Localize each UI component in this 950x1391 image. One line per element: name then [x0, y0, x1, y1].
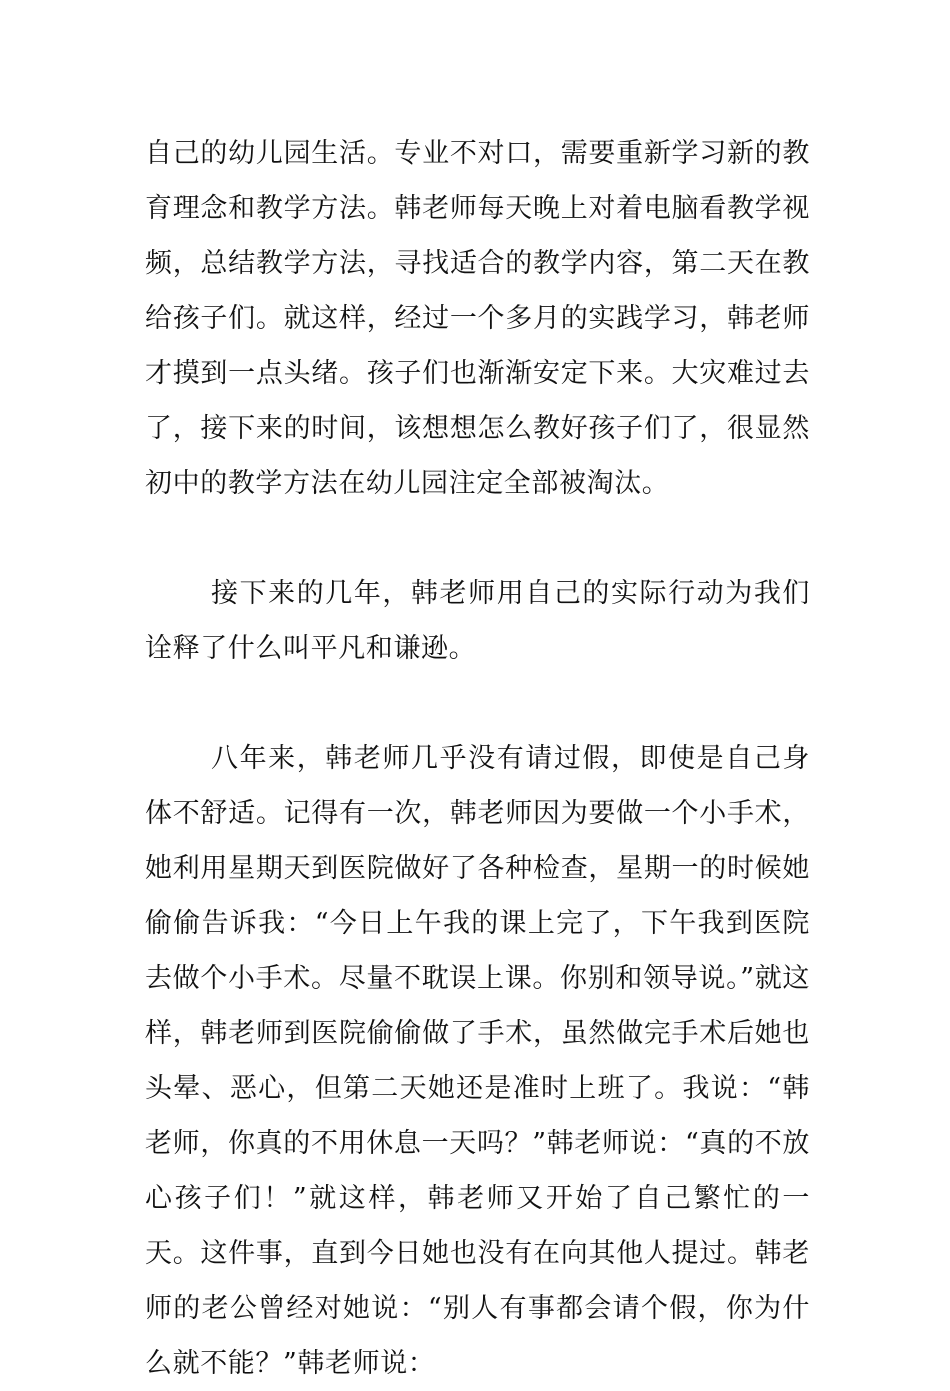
- paragraph-spacer: [145, 511, 810, 566]
- paragraph-3: 八年来，韩老师几乎没有请过假，即使是自己身体不舒适。记得有一次，韩老师因为要做一个小手术，她利用星期天到医院做好了各种检查，星期一的时候她偷偷告诉我：“今日上午我的课上完了，下午我到医院去做个小手术。尽量不耽误上课。你别和领导说。”就这样，韩老师到医院偷偷做了手术，虽然做完手术后她也头晕、恶心，但第二天她还是准时上班了。我说：“韩老师，你真的不用休息一天吗？”韩老师说：“真的不放心孩子们！”就这样，韩老师又开始了自己繁忙的一天。这件事，直到今日她也没有在向其他人提过。韩老师的老公曾经对她说：“别人有事都会请个假，你为什么就不能？”韩老师说：: [145, 743, 810, 1379]
- document-page: [145, 126, 810, 1391]
- paragraph-spacer: [145, 676, 810, 731]
- paragraph-1: 自己的幼儿园生活。专业不对口，需要重新学习新的教育理念和教学方法。韩老师每天晚上对着电脑看教学视频，总结教学方法，寻找适合的教学内容，第二天在教给孩子们。就这样，经过一个多月的实践学习，韩老师才摸到一点头绪。孩子们也渐渐安定下来。大灾难过去了，接下来的时间，该想想怎么教好孩子们了，很显然初中的教学方法在幼儿园注定全部被淘汰。: [145, 138, 810, 499]
- paragraph-2: 接下来的几年，韩老师用自己的实际行动为我们诠释了什么叫平凡和谦逊。: [145, 578, 810, 664]
